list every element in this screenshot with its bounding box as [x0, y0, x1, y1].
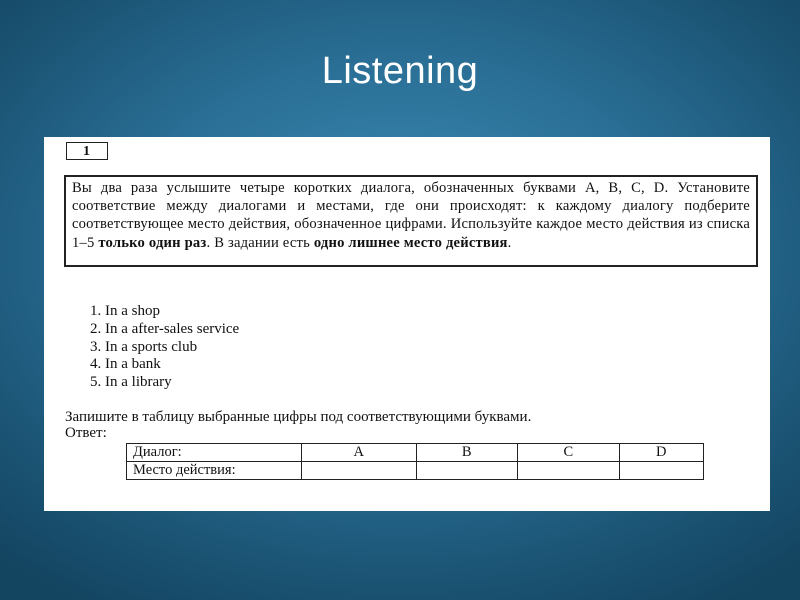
list-item: 1. In a shop: [90, 303, 160, 319]
list-item: 2. In a after-sales service: [90, 320, 240, 337]
list-item: 3. In a sports club: [90, 338, 198, 355]
answer-cell-b[interactable]: [416, 462, 518, 480]
column-header-c: C: [518, 444, 620, 462]
task-number: 1: [66, 142, 108, 160]
slide-title: Listening: [321, 50, 479, 92]
table-row: [127, 462, 704, 480]
instruction-text: Вы два раза услышите четыре коротких диалога, обозначенных буквами A, B, C, D. Установите соответствие между диалогами и местами, где они происходят: к каждому диалогу подберите соответствующее место действия, обозначенное цифрами. Используйте каждое место действия из списка 1–5: [72, 180, 750, 251]
instruction-emphasis-extra: одно лишнее место действия: [313, 234, 508, 251]
instruction-text-3: .: [507, 234, 512, 251]
instruction-text-2: . В задании есть: [206, 234, 314, 251]
answer-cell-a[interactable]: [301, 462, 416, 480]
column-header-a: A: [301, 444, 416, 462]
table-row: [127, 444, 704, 462]
answer-cell-c[interactable]: [518, 462, 620, 480]
instruction-box: [64, 175, 758, 267]
column-header-d: D: [619, 444, 703, 462]
prompt-block: [65, 409, 745, 441]
instruction-emphasis-once: только один раз: [98, 234, 207, 251]
dialog-label: Диалог:: [127, 444, 302, 462]
task-sheet: [44, 137, 770, 511]
answer-cell-d[interactable]: [619, 462, 703, 480]
list-item: 4. In a bank: [90, 356, 161, 373]
answer-label: Ответ:: [65, 425, 107, 441]
list-item: 5. In a library: [90, 374, 172, 391]
answer-table: [126, 443, 704, 480]
column-header-b: B: [416, 444, 518, 462]
prompt-text: Запишите в таблицу выбранные цифры под соответствующими буквами.: [65, 409, 532, 425]
places-list: [90, 303, 239, 392]
place-label: Место действия:: [127, 462, 302, 480]
